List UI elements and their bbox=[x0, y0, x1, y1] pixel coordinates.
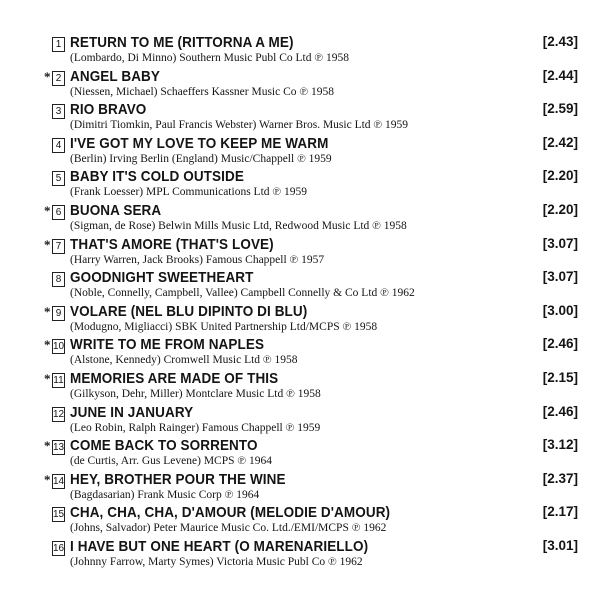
track-number: 4 bbox=[52, 138, 65, 153]
track-duration: [2.15] bbox=[542, 369, 578, 385]
track-credits: (Berlin) Irving Berlin (England) Music/Chappell ℗ 1959 bbox=[70, 152, 332, 165]
track-duration: [2.44] bbox=[542, 67, 578, 83]
track-credits: (Modugno, Migliacci) SBK United Partnership Ltd/MCPS ℗ 1958 bbox=[70, 320, 378, 333]
track-title: RIO BRAVO bbox=[70, 101, 147, 118]
track-number: 8 bbox=[52, 272, 65, 287]
track-star: * bbox=[44, 337, 51, 353]
track-star: * bbox=[44, 471, 51, 487]
track-number: 9 bbox=[52, 306, 65, 321]
track-title: BABY IT'S COLD OUTSIDE bbox=[70, 168, 244, 185]
track-number: 6 bbox=[52, 205, 65, 220]
track-duration: [3.12] bbox=[542, 437, 578, 453]
track-title: VOLARE (NEL BLU DIPINTO DI BLU) bbox=[70, 302, 308, 319]
track-number: 16 bbox=[53, 542, 65, 554]
track-duration: [3.07] bbox=[542, 235, 578, 251]
track-duration: [3.00] bbox=[542, 302, 578, 318]
track-star: * bbox=[44, 438, 51, 454]
track-title: I'VE GOT MY LOVE TO KEEP ME WARM bbox=[70, 134, 329, 151]
track-number: 2 bbox=[52, 71, 65, 86]
track-credits: (Alstone, Kennedy) Cromwell Music Ltd ℗ 1958 bbox=[70, 354, 298, 367]
track-title: COME BACK TO SORRENTO bbox=[70, 437, 258, 454]
track-title: BUONA SERA bbox=[70, 201, 162, 219]
track-row bbox=[0, 134, 600, 168]
track-row bbox=[0, 503, 600, 537]
track-title: THAT'S AMORE (THAT'S LOVE) bbox=[70, 235, 274, 252]
track-row bbox=[0, 335, 600, 369]
track-title: GOODNIGHT SWEETHEART bbox=[70, 269, 254, 286]
track-star: * bbox=[44, 68, 51, 84]
track-star: * bbox=[44, 370, 51, 386]
track-title: RETURN TO ME (RITTORNA A ME) bbox=[70, 34, 294, 51]
track-duration: [3.01] bbox=[542, 537, 578, 553]
track-number: 5 bbox=[52, 171, 65, 186]
track-number: 1 bbox=[52, 37, 65, 52]
track-title: I HAVE BUT ONE HEART (O MARENARIELLO) bbox=[70, 537, 369, 555]
track-credits: (Johns, Salvador) Peter Maurice Music Co. Ltd./EMI/MCPS ℗ 1962 bbox=[70, 522, 387, 535]
track-row bbox=[0, 235, 600, 269]
track-credits: (Niessen, Michael) Schaeffers Kassner Music Co ℗ 1958 bbox=[70, 85, 335, 98]
track-duration: [2.59] bbox=[542, 101, 578, 117]
track-row bbox=[0, 302, 600, 336]
track-credits: (de Curtis, Arr. Gus Levene) MCPS ℗ 1964 bbox=[70, 455, 272, 468]
track-credits: (Johnny Farrow, Marty Symes) Victoria Music Publ Co ℗ 1962 bbox=[70, 555, 363, 568]
track-row bbox=[0, 268, 600, 302]
track-row bbox=[0, 33, 600, 67]
track-duration: [2.43] bbox=[542, 34, 578, 49]
track-number: 3 bbox=[52, 104, 65, 119]
track-row bbox=[0, 167, 600, 201]
track-credits: (Noble, Connelly, Campbell, Vallee) Campbell Connelly & Co Ltd ℗ 1962 bbox=[70, 287, 415, 300]
track-number: 7 bbox=[52, 239, 65, 254]
track-row bbox=[0, 470, 600, 504]
track-duration: [2.17] bbox=[542, 504, 578, 520]
track-duration: [2.20] bbox=[542, 201, 578, 217]
track-credits: (Leo Robin, Ralph Rainger) Famous Chappell ℗ 1959 bbox=[70, 421, 321, 434]
track-number: 11 bbox=[53, 374, 64, 386]
track-title: MEMORIES ARE MADE OF THIS bbox=[70, 369, 279, 387]
track-credits: (Dimitri Tiomkin, Paul Francis Webster) Warner Bros. Music Ltd ℗ 1959 bbox=[70, 119, 409, 132]
track-credits: (Lombardo, Di Minno) Southern Music Publ Co Ltd ℗ 1958 bbox=[70, 52, 349, 64]
track-row bbox=[0, 201, 600, 235]
track-duration: [3.07] bbox=[542, 269, 578, 285]
track-star: * bbox=[44, 202, 51, 218]
track-row bbox=[0, 403, 600, 437]
track-duration: [2.37] bbox=[542, 470, 578, 486]
track-title: HEY, BROTHER POUR THE WINE bbox=[70, 470, 286, 487]
track-list bbox=[0, 33, 600, 571]
track-row bbox=[0, 67, 600, 101]
track-number: 13 bbox=[53, 442, 65, 454]
track-row bbox=[0, 537, 600, 571]
track-title: JUNE IN JANUARY bbox=[70, 403, 194, 420]
track-number: 12 bbox=[53, 408, 65, 420]
track-star: * bbox=[44, 236, 51, 252]
track-credits: (Frank Loesser) MPL Communications Ltd ℗ 1959 bbox=[70, 186, 308, 199]
track-row bbox=[0, 436, 600, 470]
track-credits: (Sigman, de Rose) Belwin Mills Music Ltd, Redwood Music Ltd ℗ 1958 bbox=[70, 219, 407, 232]
track-title: ANGEL BABY bbox=[70, 67, 161, 84]
track-credits: (Gilkyson, Dehr, Miller) Montclare Music Ltd ℗ 1958 bbox=[70, 387, 321, 400]
track-star: * bbox=[44, 303, 51, 319]
track-credits: (Bagdasarian) Frank Music Corp ℗ 1964 bbox=[70, 488, 260, 501]
track-credits: (Harry Warren, Jack Brooks) Famous Chappell ℗ 1957 bbox=[70, 253, 325, 266]
track-duration: [2.42] bbox=[542, 134, 578, 150]
track-duration: [2.46] bbox=[542, 336, 578, 352]
track-number: 15 bbox=[53, 509, 65, 521]
track-title: WRITE TO ME FROM NAPLES bbox=[70, 336, 265, 353]
track-number: 14 bbox=[53, 475, 65, 487]
track-title: CHA, CHA, CHA, D'AMOUR (MELODIE D'AMOUR) bbox=[70, 504, 391, 521]
track-row bbox=[0, 369, 600, 403]
track-number: 10 bbox=[53, 341, 65, 353]
track-duration: [2.20] bbox=[542, 168, 578, 184]
track-row bbox=[0, 100, 600, 134]
track-duration: [2.46] bbox=[542, 403, 578, 419]
